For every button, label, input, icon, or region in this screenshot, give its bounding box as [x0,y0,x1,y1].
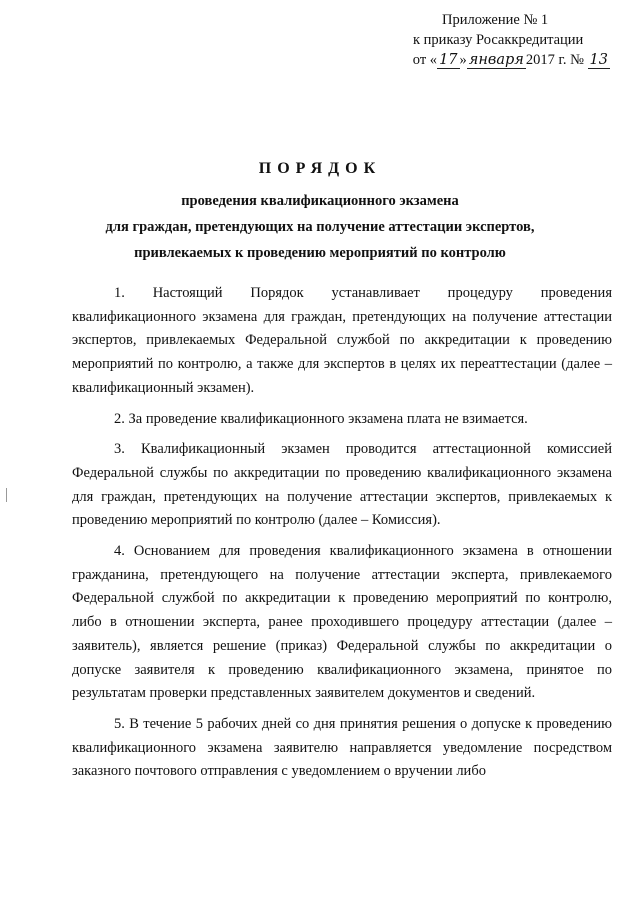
handwritten-number: 13 [589,52,608,68]
order-date-line: от « 17 » января 2017 г. № 13 [412,52,608,68]
title-subline: привлекаемых к проведению мероприятий по контролю [134,245,506,261]
handwritten-month: января [468,52,524,68]
appendix-number: Приложение № 1 [442,12,549,28]
appendix-header [380,10,610,70]
paragraph-3: 3. Квалификационный экзамен проводится аттестационной комиссией Федеральной службы по аккредитации по проведению квалификационного экзамена для граждан, претендующих на получение аттестации экспертов, привлекаемых к проведению мероприятий по контролю (далее – Комиссия). [72,441,612,529]
paragraph-4: 4. Основанием для проведения квалификационного экзамена в отношении гражданина, претендующего на получение аттестации эксперта, привлекаемого Федеральной службой по аккредитации к проведению мероприятий по контролю, либо в отношении эксперта, ранее проходившего процедуру аттестации (далее – заявитель), является решение (приказ) Федеральной службы по аккредитации о допуске заявителя к проведению квалификационного экзамена, принятое по результатам проверки представленных заявителем документов и сведений. [72,543,612,702]
handwritten-day: 17 [439,52,458,68]
title-subline: для граждан, претендующих на получение аттестации экспертов, [105,219,535,235]
paragraph-1: 1. Настоящий Порядок устанавливает процедуру проведения квалификационного экзамена для граждан, претендующих на получение аттестации экспертов, привлекаемых Федеральной службой по аккредитации к проведению мероприятий по контролю, а также для экспертов в целях их переаттестации (далее – квалификационный экзамен). [72,285,612,396]
scan-edge-mark [6,488,7,502]
document-title: ПОРЯДОК [258,160,382,177]
document-body [72,282,612,791]
paragraph-5: 5. В течение 5 рабочих дней со дня принятия решения о допуске к проведению квалификационного экзамена заявителю направляется уведомление посредством заказного почтового отправления с уведомлением о вручении либо [72,715,612,780]
document-title-block [0,160,640,266]
title-subline: проведения квалификационного экзамена [181,193,459,209]
order-reference: к приказу Росаккредитации [413,32,584,48]
paragraph-2: 2. За проведение квалификационного экзамена плата не взимается. [114,410,528,427]
